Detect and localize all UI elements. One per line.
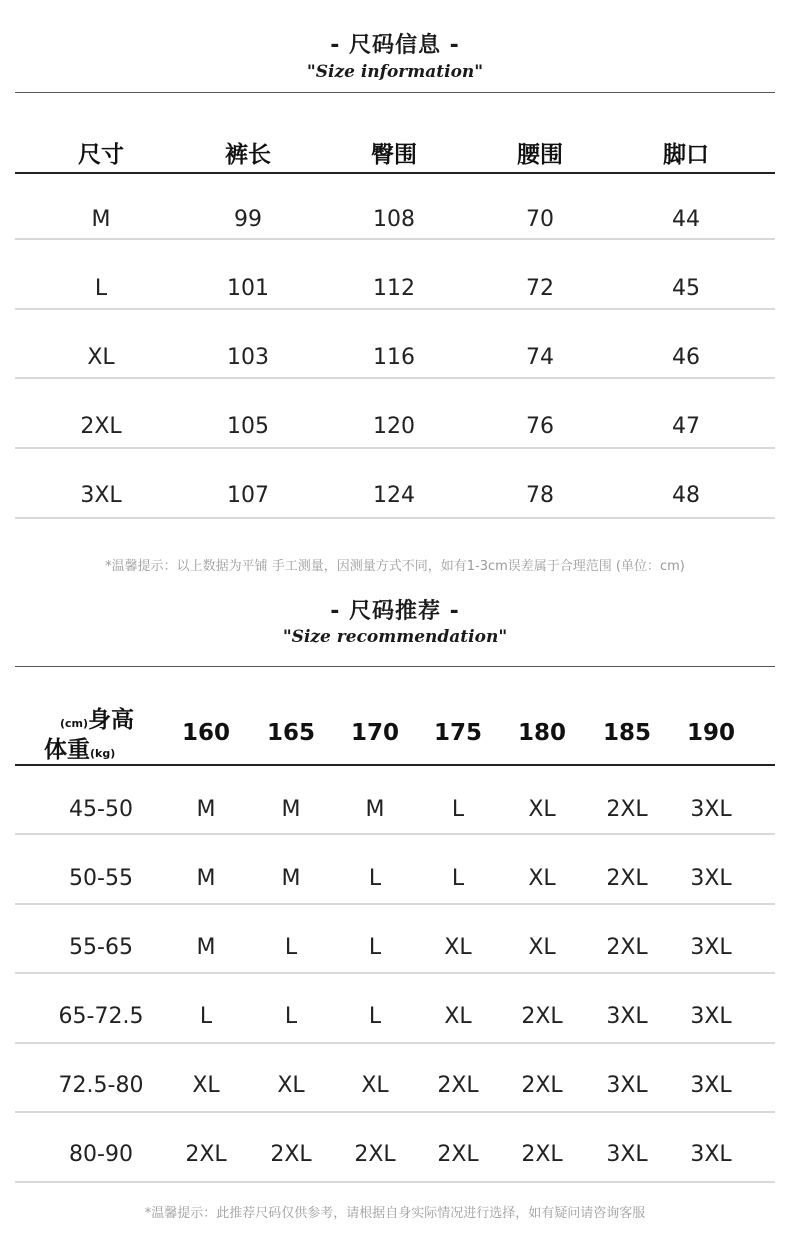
row-divider (15, 903, 775, 905)
table-cell: M (196, 797, 216, 822)
table-cell: 2XL (521, 1073, 563, 1098)
header-size: 尺寸 (78, 142, 124, 168)
table-cell: L (451, 866, 465, 891)
height-unit: (cm) (60, 717, 89, 730)
table-cell: L (368, 866, 382, 891)
table-cell: 2XL (521, 1004, 563, 1029)
table-cell: XL (528, 797, 556, 822)
table-cell: 3XL (690, 1073, 732, 1098)
height-label (60, 701, 134, 734)
row-divider (15, 1181, 775, 1183)
size-info-title: - 尺码信息 - (330, 33, 460, 58)
height-weight-corner-label (40, 697, 160, 763)
header-height: 180 (517, 720, 567, 746)
table-cell: XL (528, 866, 556, 891)
header-waist: 腰围 (517, 142, 563, 168)
table-cell: 101 (227, 276, 269, 301)
size-rec-title: - 尺码推荐 - (330, 599, 460, 624)
divider (15, 666, 775, 667)
table-cell: 47 (672, 414, 700, 439)
table-cell: XL (192, 1073, 220, 1098)
table-cell: 3XL (606, 1073, 648, 1098)
table-cell: 3XL (690, 797, 732, 822)
table-cell: 2XL (606, 866, 648, 891)
weight-range: 65-72.5 (58, 1004, 144, 1029)
table-cell: 78 (526, 483, 554, 508)
table-cell: L (284, 1004, 298, 1029)
table-cell: 3XL (690, 1142, 732, 1167)
table-cell: 2XL (606, 797, 648, 822)
header-height: 190 (686, 720, 736, 746)
table-cell: 45 (672, 276, 700, 301)
size-info-subtitle: "Size information" (306, 62, 484, 82)
table-cell: 124 (373, 483, 415, 508)
table-cell: XL (361, 1073, 389, 1098)
table-cell: 3XL (606, 1004, 648, 1029)
row-divider (15, 1042, 775, 1044)
table-cell: XL (277, 1073, 305, 1098)
table-cell: XL (87, 345, 115, 370)
weight-range: 55-65 (69, 935, 133, 960)
table-cell: 120 (373, 414, 415, 439)
weight-range: 45-50 (69, 797, 133, 822)
size-info-note: *温馨提示：以上数据为平铺 手工测量，因测量方式不同，如有1-3cm误差属于合理范围 (单位：cm) (105, 559, 685, 574)
table-cell: 48 (672, 483, 700, 508)
table-cell: 3XL (606, 1142, 648, 1167)
table-cell: 2XL (437, 1073, 479, 1098)
table-cell: 108 (373, 207, 415, 232)
size-rec-subtitle: "Size recommendation" (282, 627, 508, 647)
table-cell: 2XL (521, 1142, 563, 1167)
header-height: 165 (266, 720, 316, 746)
header-height: 175 (433, 720, 483, 746)
weight-range: 72.5-80 (58, 1073, 144, 1098)
table-cell: 2XL (80, 414, 122, 439)
header-divider (15, 764, 775, 766)
table-cell: 103 (227, 345, 269, 370)
table-cell: 2XL (270, 1142, 312, 1167)
weight-label (44, 731, 115, 764)
table-cell: 3XL (80, 483, 122, 508)
table-cell: XL (444, 1004, 472, 1029)
row-divider (15, 833, 775, 835)
row-divider (15, 377, 775, 379)
table-cell: M (281, 797, 301, 822)
table-cell: L (284, 935, 298, 960)
table-cell: 3XL (690, 1004, 732, 1029)
height-text: 身高 (88, 707, 135, 733)
table-cell: 112 (373, 276, 415, 301)
weight-range: 80-90 (69, 1142, 133, 1167)
row-divider (15, 972, 775, 974)
table-cell: 105 (227, 414, 269, 439)
row-divider (15, 238, 775, 240)
table-cell: M (196, 866, 216, 891)
weight-unit: (kg) (90, 747, 116, 760)
header-height: 170 (350, 720, 400, 746)
table-cell: 3XL (690, 866, 732, 891)
table-cell: M (281, 866, 301, 891)
table-cell: 74 (526, 345, 554, 370)
divider (15, 92, 775, 93)
table-cell: L (368, 1004, 382, 1029)
table-cell: 72 (526, 276, 554, 301)
table-cell: 2XL (606, 935, 648, 960)
table-cell: 2XL (185, 1142, 227, 1167)
row-divider (15, 308, 775, 310)
header-hem: 脚口 (663, 142, 709, 168)
table-cell: 99 (234, 207, 262, 232)
table-cell: 107 (227, 483, 269, 508)
weight-text: 体重 (44, 737, 90, 763)
table-cell: 70 (526, 207, 554, 232)
header-height: 160 (181, 720, 231, 746)
header-pant-length: 裤长 (225, 142, 271, 168)
header-divider (15, 172, 775, 174)
row-divider (15, 517, 775, 519)
header-hip: 臀围 (371, 142, 417, 168)
table-cell: 2XL (437, 1142, 479, 1167)
table-cell: L (94, 276, 108, 301)
row-divider (15, 1111, 775, 1113)
table-cell: L (368, 935, 382, 960)
table-cell: M (196, 935, 216, 960)
size-rec-note: *温馨提示：此推荐尺码仅供参考，请根据自身实际情况进行选择，如有疑问请咨询客服 (144, 1206, 646, 1221)
table-cell: XL (528, 935, 556, 960)
table-cell: 3XL (690, 935, 732, 960)
weight-range: 50-55 (69, 866, 133, 891)
table-cell: L (199, 1004, 213, 1029)
table-cell: 46 (672, 345, 700, 370)
table-cell: 116 (373, 345, 415, 370)
table-cell: 2XL (354, 1142, 396, 1167)
table-cell: 44 (672, 207, 700, 232)
header-height: 185 (602, 720, 652, 746)
table-cell: XL (444, 935, 472, 960)
row-divider (15, 447, 775, 449)
table-cell: 76 (526, 414, 554, 439)
table-cell: L (451, 797, 465, 822)
table-cell: M (365, 797, 385, 822)
table-cell: M (91, 207, 111, 232)
